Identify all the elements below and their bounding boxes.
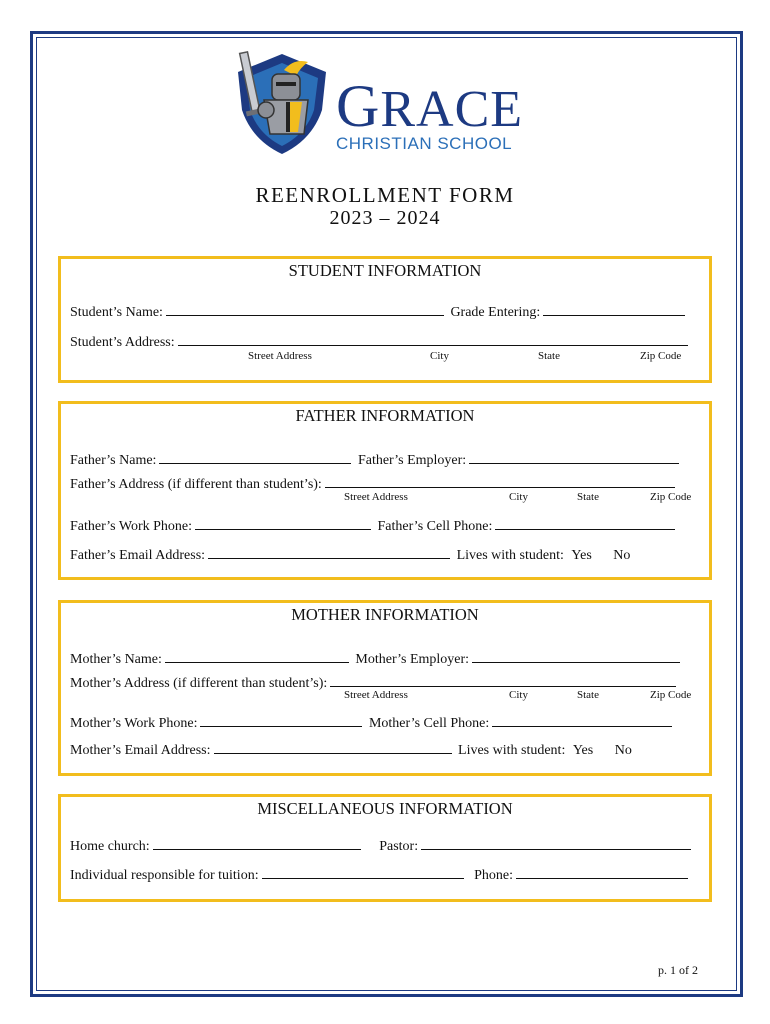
school-subtitle: CHRISTIAN SCHOOL bbox=[336, 134, 513, 153]
section-title: FATHER INFORMATION bbox=[295, 406, 475, 425]
street-address-caption: Street Address bbox=[344, 689, 408, 701]
mother-phone-row: Mother’s Work Phone: Mother’s Cell Phone: bbox=[70, 713, 675, 732]
home-church-field[interactable] bbox=[153, 836, 361, 850]
student-address-field[interactable] bbox=[178, 332, 688, 346]
city-caption: City bbox=[430, 350, 449, 362]
father-cell-phone-field[interactable] bbox=[495, 516, 675, 530]
student-section bbox=[58, 256, 712, 383]
father-lives-no-option[interactable]: No bbox=[613, 548, 631, 563]
mother-address-field[interactable] bbox=[330, 673, 676, 687]
father-section bbox=[58, 401, 712, 580]
mother-cell-phone-field[interactable] bbox=[492, 713, 672, 727]
church-row: Home church: Pastor: bbox=[70, 836, 694, 855]
section-title: MOTHER INFORMATION bbox=[291, 605, 479, 624]
tuition-phone-field[interactable] bbox=[516, 865, 688, 879]
section-title: STUDENT INFORMATION bbox=[288, 261, 482, 280]
zip-code-caption: Zip Code bbox=[650, 689, 692, 701]
zip-code-caption: Zip Code bbox=[640, 350, 682, 362]
mother-email-row: Mother’s Email Address: Lives with student: Yes No bbox=[70, 740, 632, 759]
father-name-row: Father’s Name: Father’s Employer: bbox=[70, 450, 682, 469]
father-email-field[interactable] bbox=[208, 545, 450, 559]
father-address-row: Father’s Address (if different than student’s): bbox=[70, 474, 678, 493]
city-caption: City bbox=[509, 689, 528, 701]
mother-work-phone-field[interactable] bbox=[200, 713, 362, 727]
grade-entering-field[interactable] bbox=[543, 302, 685, 316]
state-caption: State bbox=[577, 491, 599, 503]
page-number: p. 1 of 2 bbox=[658, 963, 698, 977]
city-caption: City bbox=[509, 491, 528, 503]
mother-employer-field[interactable] bbox=[472, 649, 680, 663]
mother-lives-yes-option[interactable]: Yes bbox=[572, 743, 594, 758]
form-title: REENROLLMENT FORM bbox=[255, 183, 515, 207]
section-title: MISCELLANEOUS INFORMATION bbox=[257, 799, 513, 818]
tuition-responsible-field[interactable] bbox=[262, 865, 464, 879]
student-name-field[interactable] bbox=[166, 302, 444, 316]
father-phone-row: Father’s Work Phone: Father’s Cell Phone: bbox=[70, 516, 678, 535]
father-lives-yes-option[interactable]: Yes bbox=[571, 548, 592, 563]
father-work-phone-field[interactable] bbox=[195, 516, 371, 530]
misc-section bbox=[58, 794, 712, 902]
mother-name-field[interactable] bbox=[165, 649, 349, 663]
mother-name-row: Mother’s Name: Mother’s Employer: bbox=[70, 649, 683, 668]
mother-email-field[interactable] bbox=[214, 740, 452, 754]
mother-lives-no-option[interactable]: No bbox=[614, 743, 632, 758]
school-logo bbox=[232, 48, 532, 158]
father-employer-field[interactable] bbox=[469, 450, 679, 464]
father-address-field[interactable] bbox=[325, 474, 675, 488]
state-caption: State bbox=[538, 350, 560, 362]
tuition-row: Individual responsible for tuition: Phone: bbox=[70, 865, 691, 884]
zip-code-caption: Zip Code bbox=[650, 491, 692, 503]
form-year: 2023 – 2024 bbox=[329, 207, 441, 229]
street-address-caption: Street Address bbox=[248, 350, 312, 362]
street-address-caption: Street Address bbox=[344, 491, 408, 503]
state-caption: State bbox=[577, 689, 599, 701]
mother-address-row: Mother’s Address (if different than student’s): bbox=[70, 673, 679, 692]
mother-section bbox=[58, 600, 712, 776]
student-address-row: Student’s Address: bbox=[70, 332, 691, 351]
pastor-field[interactable] bbox=[421, 836, 691, 850]
school-name: GRACE bbox=[336, 73, 524, 139]
student-name-row: Student’s Name: Grade Entering: bbox=[70, 302, 688, 321]
father-email-row: Father’s Email Address: Lives with student: Yes No bbox=[70, 545, 630, 564]
knight-shield-icon bbox=[232, 48, 332, 158]
father-name-field[interactable] bbox=[159, 450, 351, 464]
